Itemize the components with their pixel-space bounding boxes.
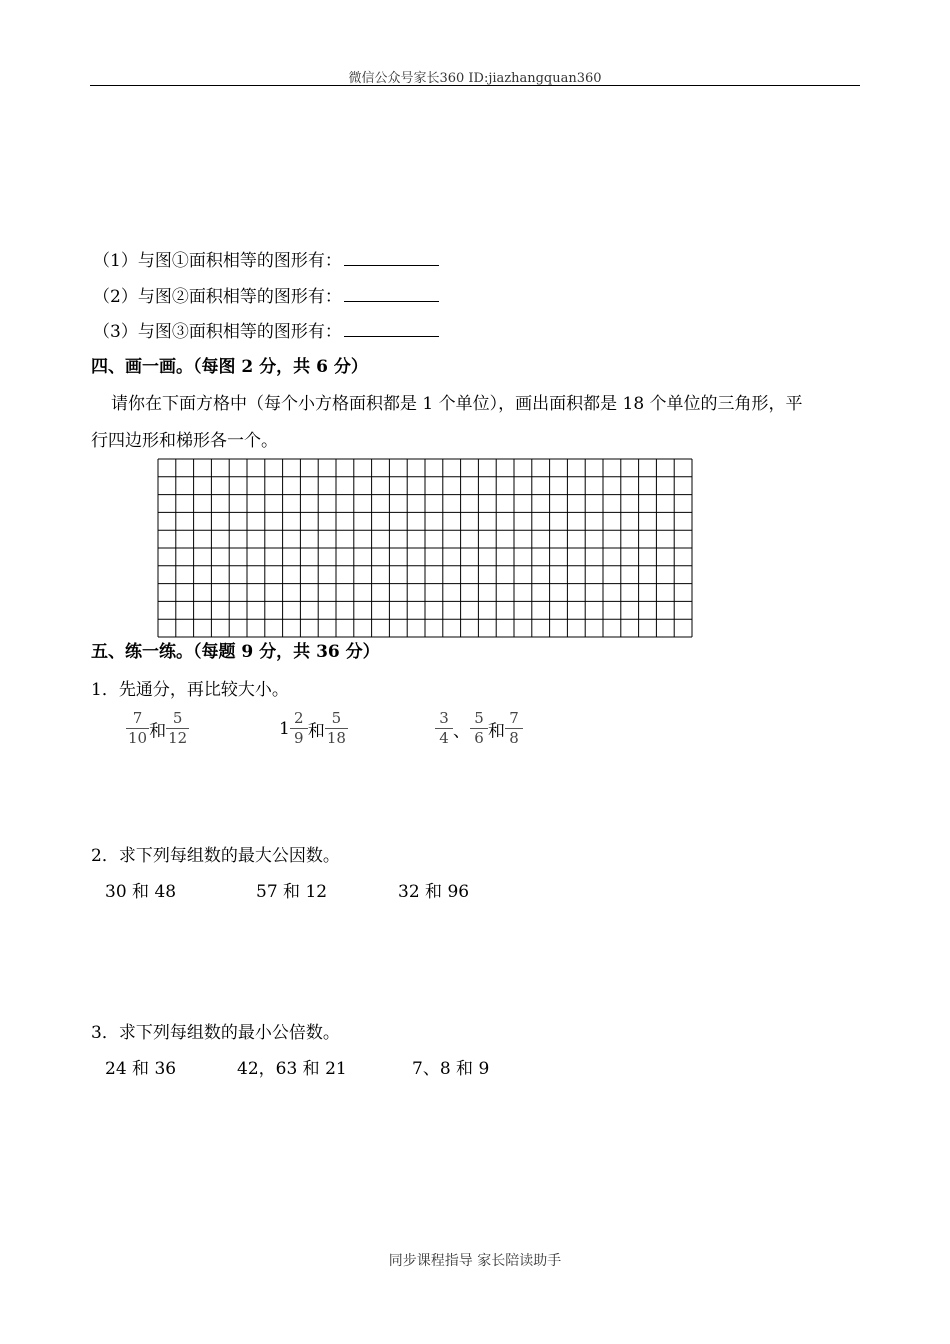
q3-item-1-text: （1）与图①面积相等的图形有：	[93, 251, 342, 271]
fraction-5-12: $\frac{5}{12}$	[168, 709, 188, 748]
fraction-group-3	[435, 710, 523, 748]
drawing-grid[interactable]	[157, 458, 693, 640]
fraction-group-1	[126, 710, 189, 748]
q3-item-3	[93, 317, 439, 342]
section4-title: 四、画一画。（每图 2 分，共 6 分）	[91, 357, 368, 377]
answer-blank-3[interactable]	[344, 322, 439, 337]
q3-lcm-item-3: 7、8 和 9	[412, 1059, 490, 1079]
separator: 、	[453, 721, 470, 742]
fraction-3-4: $\frac{3}{4}$	[435, 710, 453, 748]
q3-item-1	[93, 246, 439, 271]
page-header: 微信公众号家长360 ID:jiazhangquan360	[348, 71, 602, 86]
whole-number: 1	[279, 718, 290, 739]
q2-title: 2．求下列每组数的最大公因数。	[91, 846, 340, 866]
answer-blank-2[interactable]	[344, 287, 439, 302]
q3-lcm-item-1: 24 和 36	[105, 1059, 177, 1079]
q2-item-1: 30 和 48	[105, 882, 177, 902]
page-footer: 同步课程指导 家长陪读助手	[388, 1253, 562, 1269]
fraction-group-2	[279, 710, 348, 748]
fraction-5-6: $\frac{5}{6}$	[470, 710, 488, 748]
fraction-2-9: $\frac{2}{9}$	[290, 710, 308, 748]
header-rule	[90, 85, 860, 86]
q3-item-2-text: （2）与图②面积相等的图形有：	[93, 287, 342, 307]
fraction-7-10: $\frac{7}{10}$	[128, 709, 148, 748]
q3-item-3-text: （3）与图③面积相等的图形有：	[93, 322, 342, 342]
q3-lcm-item-2: 42，63 和 21	[237, 1059, 347, 1079]
section5-title: 五、练一练。（每题 9 分，共 36 分）	[91, 642, 380, 662]
section4-instruction-2: 行四边形和梯形各一个。	[91, 431, 278, 451]
fraction-7-8: $\frac{7}{8}$	[505, 710, 523, 748]
section4-instruction-1: 请你在下面方格中（每个小方格面积都是 1 个单位），画出面积都是 18 个单位的三角形，平	[111, 394, 803, 414]
conjunction-and: 和	[149, 721, 167, 742]
fraction-5-18: $\frac{5}{18}$	[326, 709, 346, 748]
q2-item-2: 57 和 12	[256, 882, 328, 902]
conjunction-and: 和	[488, 721, 505, 742]
conjunction-and: 和	[307, 721, 325, 742]
q3-title: 3．求下列每组数的最小公倍数。	[91, 1023, 340, 1043]
answer-blank-1[interactable]	[344, 251, 439, 266]
q3-item-2	[93, 282, 439, 307]
q1-title: 1．先通分，再比较大小。	[91, 680, 289, 700]
q2-item-3: 32 和 96	[398, 882, 470, 902]
